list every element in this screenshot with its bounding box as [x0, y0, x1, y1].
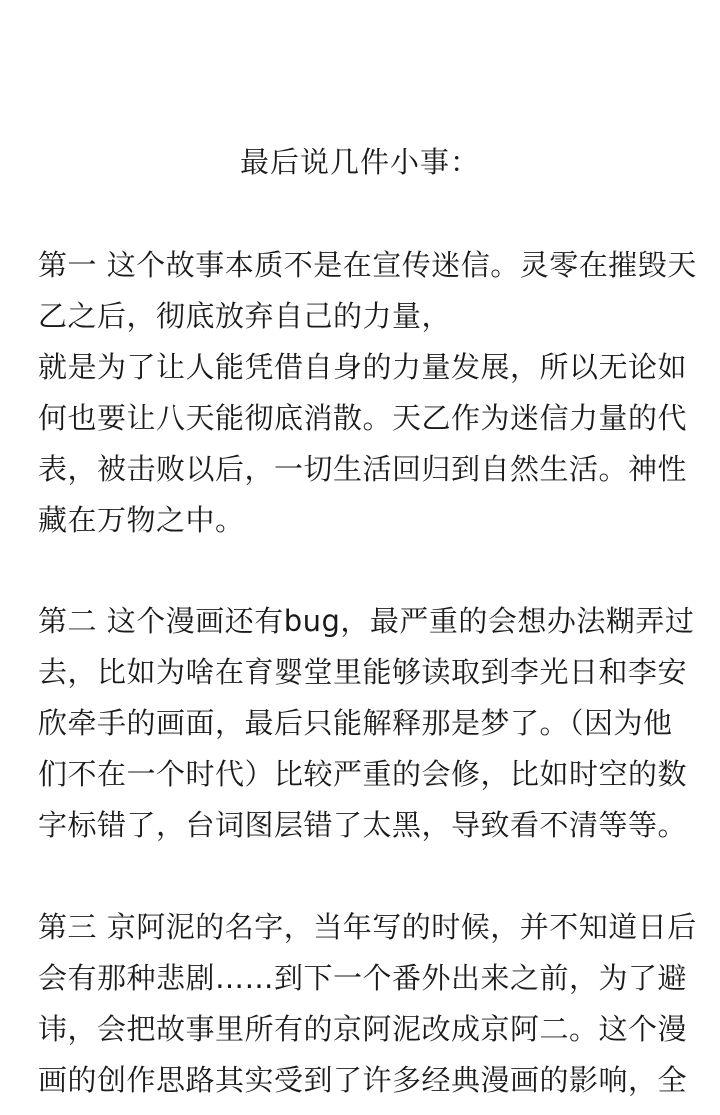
paragraph-second-point: 第二 这个漫画还有bug，最严重的会想办法糊弄过去，比如为啥在育婴堂里能够读取到李光日和李安欣牵手的画面，最后只能解释那是梦了。（因为他们不在一个时代）比较严重的会修，比如时空的数字标错了，台词图层错了太黑，导致看不清等等。 — [38, 604, 695, 842]
paragraph-first-point: 第一 这个故事本质不是在宣传迷信。灵零在摧毁天乙之后，彻底放弃自己的力量， 就是为了让人能凭借自身的力量发展，所以无论如何也要让八天能彻底消散。天乙作为迷信力量的代表，被击败以后，一切生活回归到自然生活。神性藏在万物之中。 — [38, 248, 697, 537]
page-title: 最后说几件小事： — [239, 145, 480, 179]
paragraph-third-point: 第三 京阿泥的名字，当年写的时候，并不知道日后会有那种悲剧……到下一个番外出来之前，为了避讳，会把故事里所有的京阿泥改成京阿二。这个漫画的创作思路其实受到了许多经典漫画的影响，全 — [38, 910, 697, 1097]
